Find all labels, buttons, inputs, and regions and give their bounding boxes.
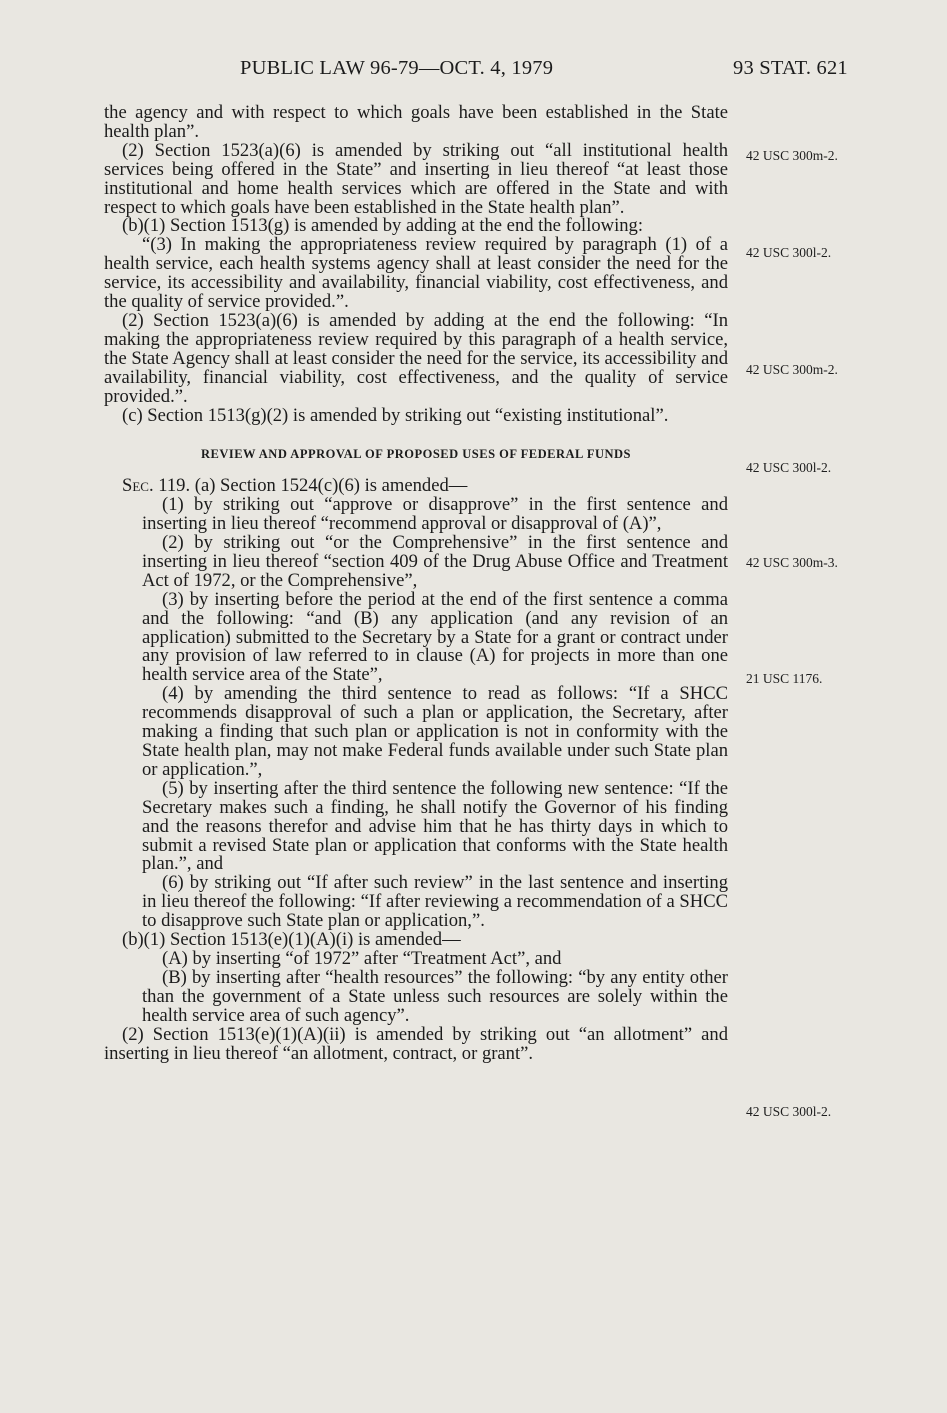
sec-119-text: 119. (a) Section 1524(c)(6) is amended—: [153, 475, 468, 497]
item-3: (3) by inserting before the period at the end of the first sentence a comma and the following: “and (B) any application (and any revision of an application) submitted to the Secretary by a State for a grant or contract under any provision of law referred to in clause (A) for projects in more than one health service area of the State”,: [142, 588, 728, 686]
paragraph-b2: (2) Section 1523(a)(6) is amended by adding at the end the following: “In making the appropriateness review required by this paragraph of a health service, the State Agency shall at least consider the need for the service, its accessibility and availability, financial viability, cost effectiveness, and the quality of service provided.”.: [104, 309, 728, 407]
show-through-mark: [760, 112, 763, 127]
margin-citation: 42 USC 300m-2.: [746, 148, 838, 163]
item-6: (6) by striking out “If after such review” in the last sentence and inserting in lieu thereof the following: “If after reviewing a recommendation of a SHCC to disapprove such State plan or application,”.: [142, 872, 728, 932]
statute-page-number: 93 STAT. 621: [733, 57, 848, 79]
margin-citation: 42 USC 300l-2.: [746, 245, 832, 260]
paragraph-c: (c) Section 1513(g)(2) is amended by striking out “existing institutional”.: [122, 404, 669, 426]
paragraph-b1-119: (b)(1) Section 1513(e)(1)(A)(i) is amended—: [122, 929, 461, 951]
item-5: (5) by inserting after the third sentence the following new sentence: “If the Secretary makes such a finding, he shall notify the Governor of his finding and the reasons therefor and advise him that he has thirty days in which to submit a revised State plan or application that conforms with the State health plan.”, and: [142, 777, 728, 875]
paragraph-continuation: the agency and with respect to which goals have been established in the State health plan”.: [104, 102, 728, 142]
item-b1-b: (B) by inserting after “health resources” the following: “by any entity other than the government of a State unless such resources are solely within the health service area of such agency”.: [142, 966, 728, 1026]
paragraph-b2-119: (2) Section 1513(e)(1)(A)(ii) is amended by striking out “an allotment” and inserting in lieu thereof “an allotment, contract, or grant”.: [104, 1023, 728, 1064]
margin-citation: 42 USC 300l-2.: [746, 1104, 832, 1119]
sec-label: Sec.: [122, 475, 154, 497]
section-heading: REVIEW AND APPROVAL OF PROPOSED USES OF FEDERAL FUNDS: [200, 447, 632, 462]
margin-citation: 21 USC 1176.: [746, 671, 823, 686]
paragraph-b1-quote: “(3) In making the appropriateness review required by paragraph (1) of a health service, each health systems agency shall at least consider the need for the service, its accessibility and availability, financial viability, cost effectiveness, and the quality of service provided.”.: [104, 234, 728, 313]
running-head: PUBLIC LAW 96-79—OCT. 4, 1979: [240, 57, 554, 79]
item-1: (1) by striking out “approve or disapprove” in the first sentence and inserting in lieu thereof “recommend approval or disapproval of (A)”,: [142, 494, 728, 535]
item-4: (4) by amending the third sentence to read as follows: “If a SHCC recommends disapproval of such a plan or application, the Secretary, after making a finding that such plan or application is not in conformity with the State health plan, may not make Federal funds available under such State plan or application.”,: [142, 683, 728, 780]
body-text: [104, 104, 728, 1063]
paragraph-a2: (2) Section 1523(a)(6) is amended by striking out “all institutional health services being offered in the State” and inserting in lieu thereof “at least those institutional and home health services which are offered in the State and with respect to which goals have been established in the State health plan”.: [104, 139, 728, 218]
paragraph-b1: (b)(1) Section 1513(g) is amended by adding at the end the following:: [122, 215, 644, 237]
margin-citation: 42 USC 300m-2.: [746, 362, 838, 377]
margin-citation: 42 USC 300l-2.: [746, 460, 832, 475]
item-b1-a: (A) by inserting “of 1972” after “Treatment Act”, and: [162, 947, 562, 969]
item-2: (2) by striking out “or the Comprehensive” in the first sentence and inserting in lieu thereof “section 409 of the Drug Abuse Office and Treatment Act of 1972, or the Comprehensive”,: [142, 532, 728, 591]
margin-citation: 42 USC 300m-3.: [746, 555, 838, 570]
